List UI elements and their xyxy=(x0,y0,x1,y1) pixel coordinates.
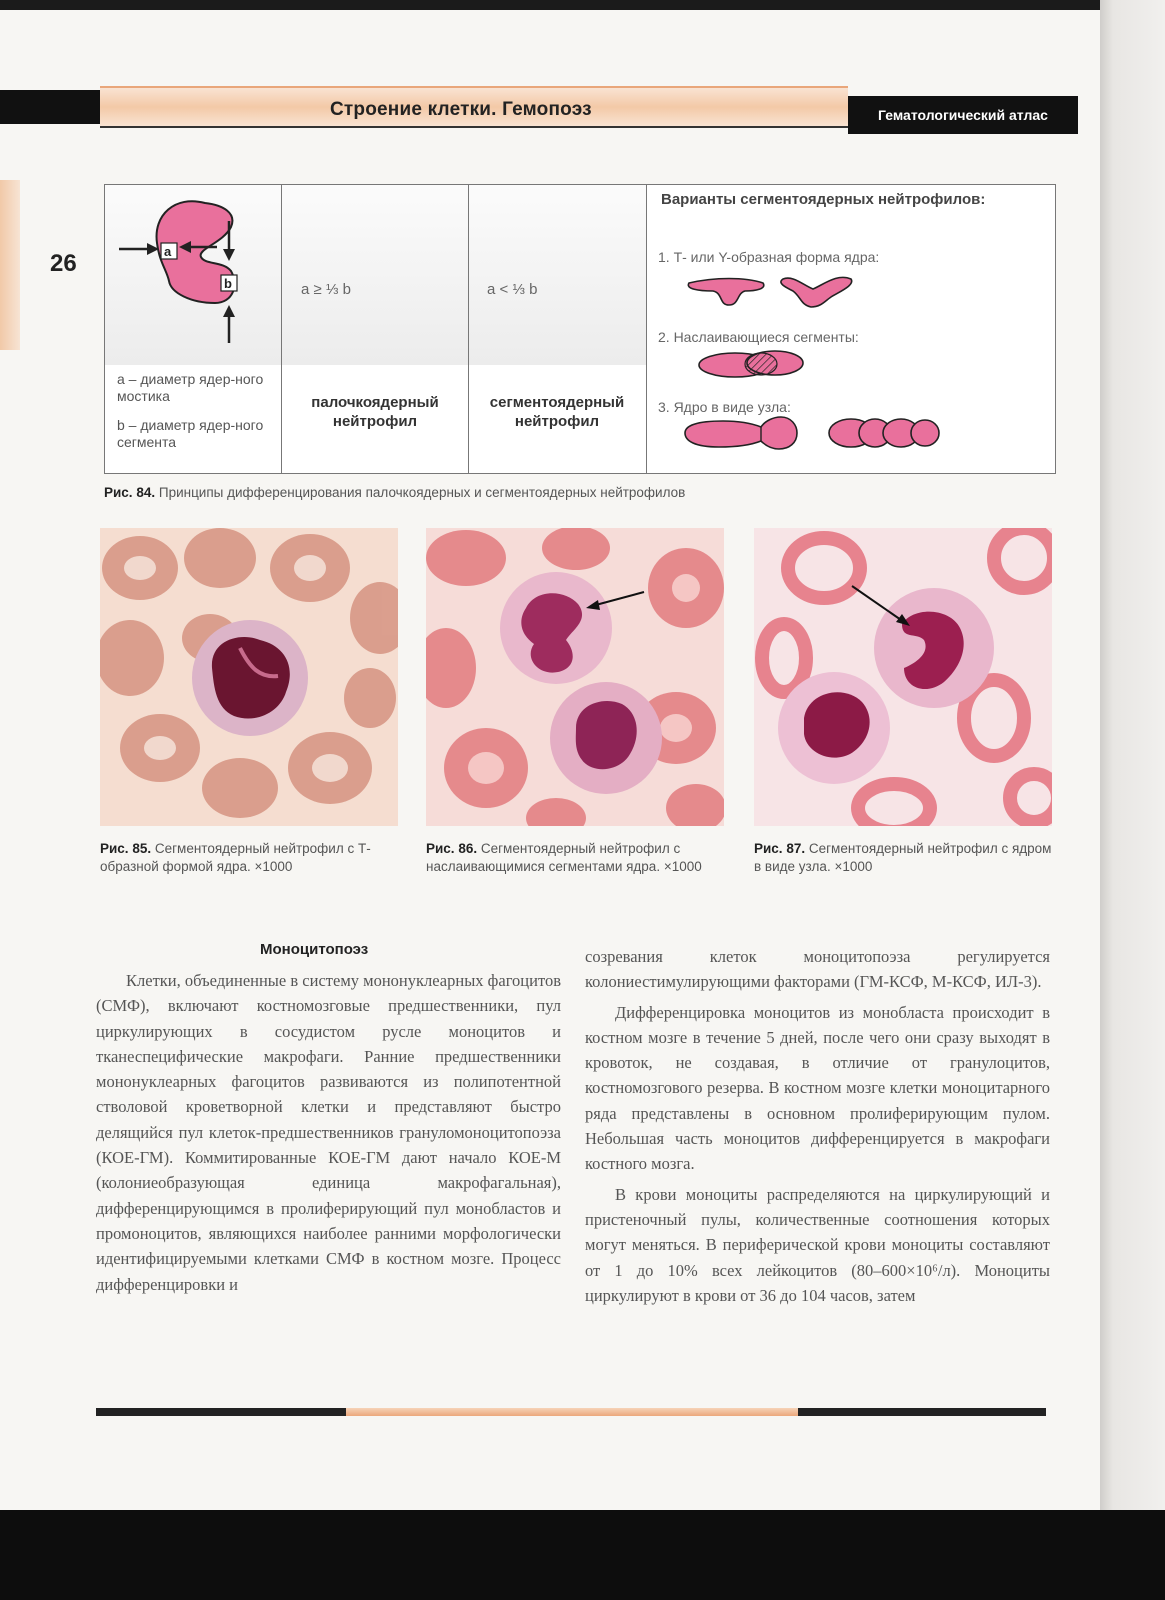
knot-nucleus-icons xyxy=(679,413,949,453)
paragraph: Дифференцировка моноцитов из монобласта происходит в костном мозге в течение 5 дней, после чего они сразу выходят в кровоток, не создавая, в отличие от гранулоцитов, костномозгового резерва. В костном мозге клетки моноцитарного ряда представлены в основном пролиферирующим пулом. Небольшая часть моноцитов дифференцируется в макрофаги костного мозга. xyxy=(585,1002,1050,1174)
section-title: Строение клетки. Гемопоэз xyxy=(330,99,592,120)
t-shaped-nucleus-icons xyxy=(675,271,895,311)
header-dark-block xyxy=(0,90,100,124)
band-label: палочкоядерный нейтрофил xyxy=(311,394,439,430)
variant-2: 2. Наслаивающиеся сегменты: xyxy=(658,329,859,345)
figure-86-caption: Рис. 86. Сегментоядерный нейтрофил с наслаивающимися сегментами ядра. ×1000 xyxy=(426,841,702,874)
scan-right-edge xyxy=(1100,0,1165,1600)
figure-84-table xyxy=(104,184,1056,474)
paragraph: созревания клеток моноцитопоэза регулируется колониестимулирующими факторами (ГМ-КСФ, М-КСФ, ИЛ-3). xyxy=(585,947,1050,992)
figure-86-micrograph xyxy=(426,528,724,826)
article-column-left xyxy=(96,968,561,1297)
figure-85-caption: Рис. 85. Сегментоядерный нейтрофил с Т-образной формой ядра. ×1000 xyxy=(100,841,371,874)
article-column-right xyxy=(585,944,1050,1308)
segmented-ratio: a < ⅓ b xyxy=(487,281,538,298)
variants-title: Варианты сегментоядерных нейтрофилов: xyxy=(661,191,986,208)
band-ratio: a ≥ ⅓ b xyxy=(301,281,351,298)
figure-84-caption: Рис. 84. Принципы дифференцирования палочкоядерных и сегментоядерных нейтрофилов xyxy=(104,485,686,500)
scan-top-edge xyxy=(0,0,1165,10)
footer-rule-right xyxy=(798,1408,1046,1416)
book-title: Гематологический атлас xyxy=(848,96,1078,134)
page-number: 26 xyxy=(50,250,77,277)
footer-rule-left xyxy=(96,1408,346,1416)
variant-1: 1. Т- или Y-образная форма ядра: xyxy=(658,249,880,265)
scan-bottom-edge xyxy=(0,1510,1165,1600)
figure-85-micrograph xyxy=(100,528,398,826)
figure-87-micrograph xyxy=(754,528,1052,826)
legend-a: а – диаметр ядер-ного мостика xyxy=(117,371,264,404)
label-a: a xyxy=(164,244,172,259)
paragraph: В крови моноциты распределяются на циркулирующий и пристеночный пулы, количественные соотношения которых могут меняться. В периферической крови моноциты составляют от 1 до 10% всех лейкоцитов (80–600×10⁶/л). Моноциты циркулируют в крови от 36 до 104 часов, затем xyxy=(585,1184,1050,1305)
overlapping-segments-icon xyxy=(695,347,815,381)
variant-3: 3. Ядро в виде узла: xyxy=(658,399,791,415)
figure-87-caption: Рис. 87. Сегментоядерный нейтрофил с ядром в виде узла. ×1000 xyxy=(754,841,1052,874)
paragraph: Клетки, объединенные в систему мононуклеарных фагоцитов (СМФ), включают костномозговые предшественники, пул циркулирующих в сосудистом русле моноцитов и тканеспецифические макрофаги. Ранние предшественники мононуклеарных фагоцитов развиваются из полипотентной стволовой кроветворной клетки и представляют быстро делящийся пул клеток-предшественников грануломоноцитопоэза (КОЕ-ГМ). Коммитированные КОЕ-ГМ дают начало КОЕ-М (колониеобразующая единица макрофагальная), дифференцирующимся в пролиферирующий пул монобластов и промоноцитов, являющихся наиболее ранними морфологически идентифицируемыми клетками СМФ в костном мозге. Процесс дифференцировки и xyxy=(96,971,561,1294)
nucleus-measurement-diagram xyxy=(105,185,281,345)
page-edge-tab xyxy=(0,180,20,350)
legend-b: b – диаметр ядер-ного сегмента xyxy=(117,417,264,450)
label-b: b xyxy=(224,276,232,291)
segmented-label: сегментоядерный нейтрофил xyxy=(489,394,625,430)
footer-rule-mid xyxy=(346,1408,798,1416)
article-heading: Моноцитопоэз xyxy=(260,941,369,958)
